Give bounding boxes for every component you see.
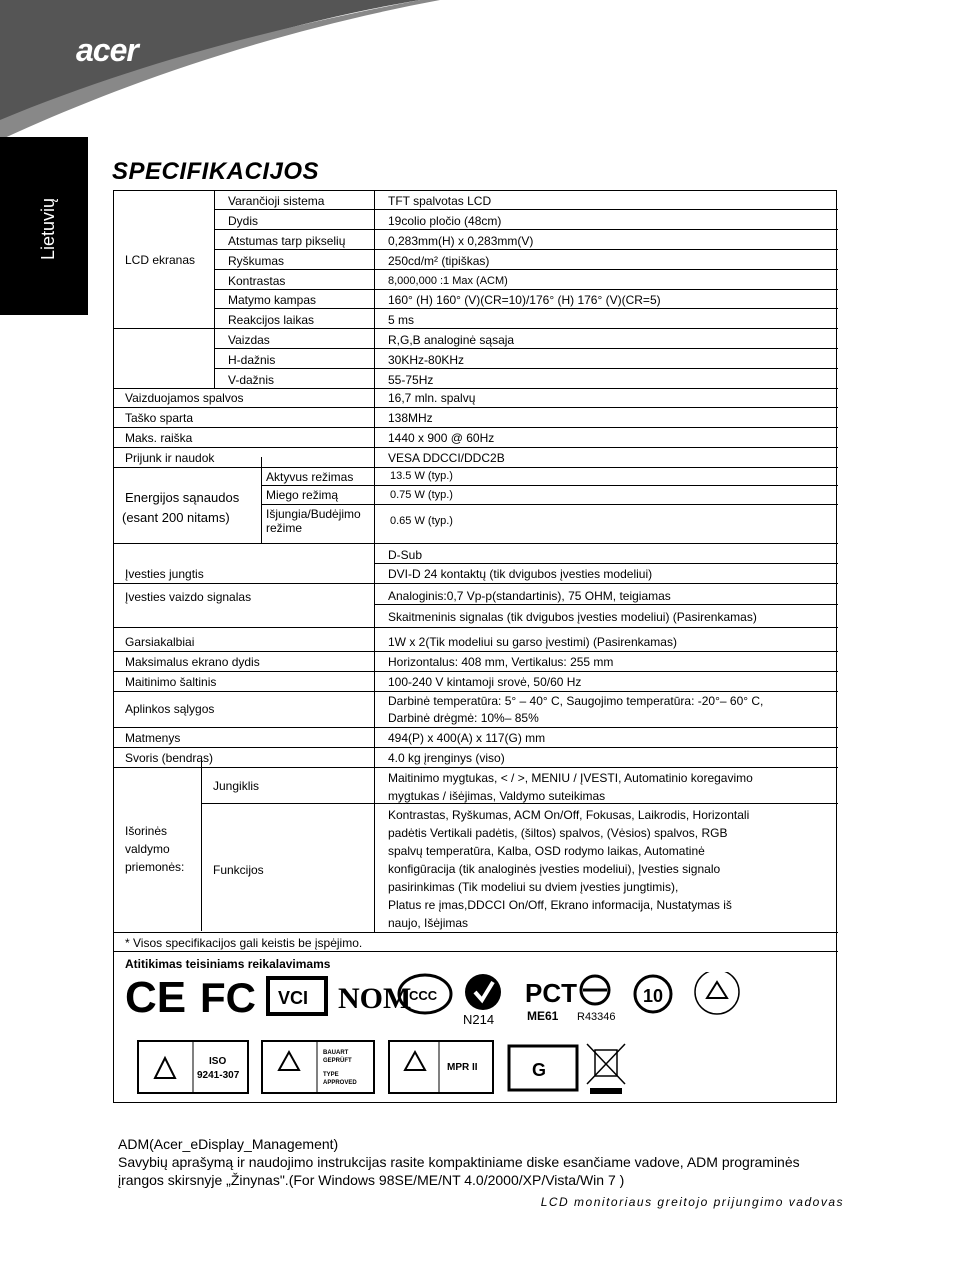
spec-value: 0,283mm(H) x 0,283mm(V) [388,234,534,248]
svg-text:PCT: PCT [525,978,577,1008]
svg-text:BAUART: BAUART [323,1050,349,1056]
spec-value: 8,000,000 :1 Max (ACM) [388,275,508,287]
power-group-sublabel: (esant 200 nitams) [122,510,230,525]
spec-value: spalvų temperatūra, Kalba, OSD rodymo laikas, Automatinė [388,844,705,858]
spec-label: Išjungia/Budėjimo režime [266,507,361,535]
spec-label: Taško sparta [125,411,194,425]
svg-text:MPR II: MPR II [447,1062,478,1073]
header-swoosh [0,0,954,150]
spec-label: Svoris (bendras) [125,751,214,765]
svg-text:ISO: ISO [209,1056,227,1067]
svg-text:CE: CE [125,973,187,1022]
spec-value: padėtis Vertikali padėtis, (šiltos) spalvos, (Vėsios) spalvos, RGB [388,826,728,840]
spec-value: Darbinė drėgmė: 10%– 85% [388,711,539,725]
spec-value: 138MHz [388,411,433,425]
spec-label: Varančioji sistema [228,194,325,208]
svg-text:VCI: VCI [278,988,309,1008]
spec-table [113,190,837,1103]
certification-badges [137,1040,637,1102]
regulatory-title: Atitikimas teisiniams reikalavimams [125,957,331,971]
svg-text:10: 10 [643,986,664,1006]
tuv-mpr2-badge-icon [389,1041,493,1093]
spec-value: 250cd/m² (tipiškas) [388,254,490,268]
spec-value: 30KHz-80KHz [388,353,465,367]
spec-value: 1440 x 900 @ 60Hz [388,431,495,445]
spec-value: 19colio pločio (48cm) [388,214,502,228]
vcci-mark-icon [268,978,326,1014]
spec-value: TFT spalvotas LCD [388,194,492,208]
adm-text-line: įrangos skirsnyje „Žinynas".(For Windows 98SE/ME/NT 4.0/2000/XP/Vista/Win 7 ) [118,1172,625,1188]
footer-caption: LCD monitoriaus greitojo prijungimo vadovas [540,1195,844,1209]
emark-icon [577,976,616,1023]
spec-value: pasirinkimas (Tik modeliui su dviem įvesties jungtimis), [388,880,679,894]
spec-label: Aplinkos sąlygos [125,702,215,716]
svg-text:R43346: R43346 [577,1011,616,1023]
spec-label: Atstumas tarp pikselių [228,234,346,248]
page-title: SPECIFIKACIJOS [112,158,320,185]
spec-label: Prijunk ir naudok [125,451,215,465]
china-rohs-10-icon [635,976,671,1012]
spec-label: Vaizduojamos spalvos [125,391,244,405]
adm-section [118,1135,858,1189]
spec-label: Jungiklis [213,779,260,793]
spec-value: DVI-D 24 kontaktų (tik dvigubos įvesties modeliui) [388,567,653,581]
spec-label: Įvesties jungtis [125,567,204,581]
spec-label: Funkcijos [213,863,264,877]
spec-value: 5 ms [388,313,415,327]
controls-group-label: valdymo [125,842,170,856]
spec-note: * Visos specifikacijos gali keistis be įspėjimo. [125,936,363,950]
spec-label: Miego režimą [266,488,339,502]
spec-label: Aktyvus režimas [266,470,354,484]
tuv-north-america-icon [695,972,739,1014]
tuv-type-approved-badge-icon [262,1041,374,1093]
ce-mark-icon [125,973,186,1022]
spec-value: 0.75 W (typ.) [390,489,453,501]
spec-value: 494(P) x 400(A) x 117(G) mm [388,731,546,745]
language-tab-label: Lietuvių [38,197,58,260]
spec-value: 100-240 V kintamoji srovė, 50/60 Hz [388,675,582,689]
spec-value: 13.5 W (typ.) [390,470,453,482]
svg-text:TYPE: TYPE [323,1072,339,1078]
spec-value: 55-75Hz [388,373,434,387]
lcd-group-label: LCD ekranas [125,253,196,267]
spec-value: 4.0 kg įrenginys (viso) [388,751,505,765]
svg-text:CCC: CCC [409,988,438,1003]
tuv-iso-badge-icon [138,1041,248,1093]
spec-label: Ryškumas [228,254,285,268]
spec-label: Maks. raiška [125,431,193,445]
spec-value: 0.65 W (typ.) [390,515,453,527]
spec-value: 160° (H) 160° (V)(CR=10)/176° (H) 176° (V)(CR=5) [388,293,661,307]
spec-value: Horizontalus: 408 mm, Vertikalus: 255 mm [388,655,614,669]
spec-value: 16,7 mln. spalvų [388,391,476,405]
svg-text:9241-307: 9241-307 [197,1070,240,1081]
spec-label: Matmenys [125,731,181,745]
c-tick-mark-icon [463,974,501,1027]
svg-text:ME61: ME61 [527,1009,559,1023]
spec-label: V-dažnis [228,373,275,387]
spec-value: 1W x 2(Tik modeliui su garso įvestimi) (Pasirenkamas) [388,635,677,649]
spec-value: Skaitmeninis signalas (tik dvigubos įvesties modeliui) (Pasirenkamas) [388,610,757,624]
spec-label: Vaizdas [228,333,270,347]
spec-value: Analoginis:0,7 Vp-p(standartinis), 75 OHM, teigiamas [388,589,671,603]
spec-value: D-Sub [388,548,423,562]
spec-label: H-dažnis [228,353,276,367]
controls-group-label: Išorinės [125,824,168,838]
acer-logo: acer [76,32,138,68]
svg-text:NOM: NOM [338,982,412,1015]
spec-label: Maksimalus ekrano dydis [125,655,260,669]
weee-bin-icon [587,1044,625,1094]
spec-value: Darbinė temperatūra: 5° – 40° C, Saugojimo temperatūra: -20°– 60° C, [388,694,764,708]
svg-text:GEPRÜFT: GEPRÜFT [323,1058,352,1064]
spec-value: Platus re įmas,DDCCI On/Off, Ekrano informacija, Nustatymas iš [388,898,732,912]
gost-mark-icon [525,978,577,1023]
svg-text:G: G [532,1060,547,1080]
spec-value: naujo, Išėjimas [388,916,469,930]
svg-text:APPROVED: APPROVED [323,1080,357,1086]
power-group-label: Energijos sąnaudos [125,490,240,505]
fcc-mark-icon [200,974,256,1021]
spec-label: Reakcijos laikas [228,313,315,327]
spec-value: Kontrastas, Ryškumas, ACM On/Off, Fokusas, Laikrodis, Horizontali [388,808,750,822]
spec-label: Matymo kampas [228,293,317,307]
spec-value: konfigūracija (tik analoginės įvesties modeliui), Įvesties signalo [388,862,721,876]
adm-title: ADM(Acer_eDisplay_Management) [118,1136,339,1152]
spec-label: Garsiakalbiai [125,635,195,649]
controls-group-label: priemonės: [125,860,185,874]
spec-label: Įvesties vaizdo signalas [125,590,252,604]
spec-label: Maitinimo šaltinis [125,675,217,689]
spec-label: Dydis [228,214,259,228]
svg-text:N214: N214 [463,1012,495,1027]
spec-value: Maitinimo mygtukas, < / >, MENIU / ĮVESTI, Automatinio koregavimo [388,771,753,785]
spec-value: VESA DDCCI/DDC2B [388,451,505,465]
spec-value: R,G,B analoginė sąsaja [388,333,515,347]
adm-text-line: Savybių aprašymą ir naudojimo instrukcijas rasite kompaktiniame diske esančiame vadove, ADM programinės [118,1154,800,1170]
spec-label: Kontrastas [228,274,286,288]
spec-value: mygtukas / išėjimas, Valdymo suteikimas [388,789,606,803]
g-mark-icon [509,1046,577,1090]
svg-text:FC: FC [200,974,256,1021]
regulatory-logos [125,972,785,1027]
